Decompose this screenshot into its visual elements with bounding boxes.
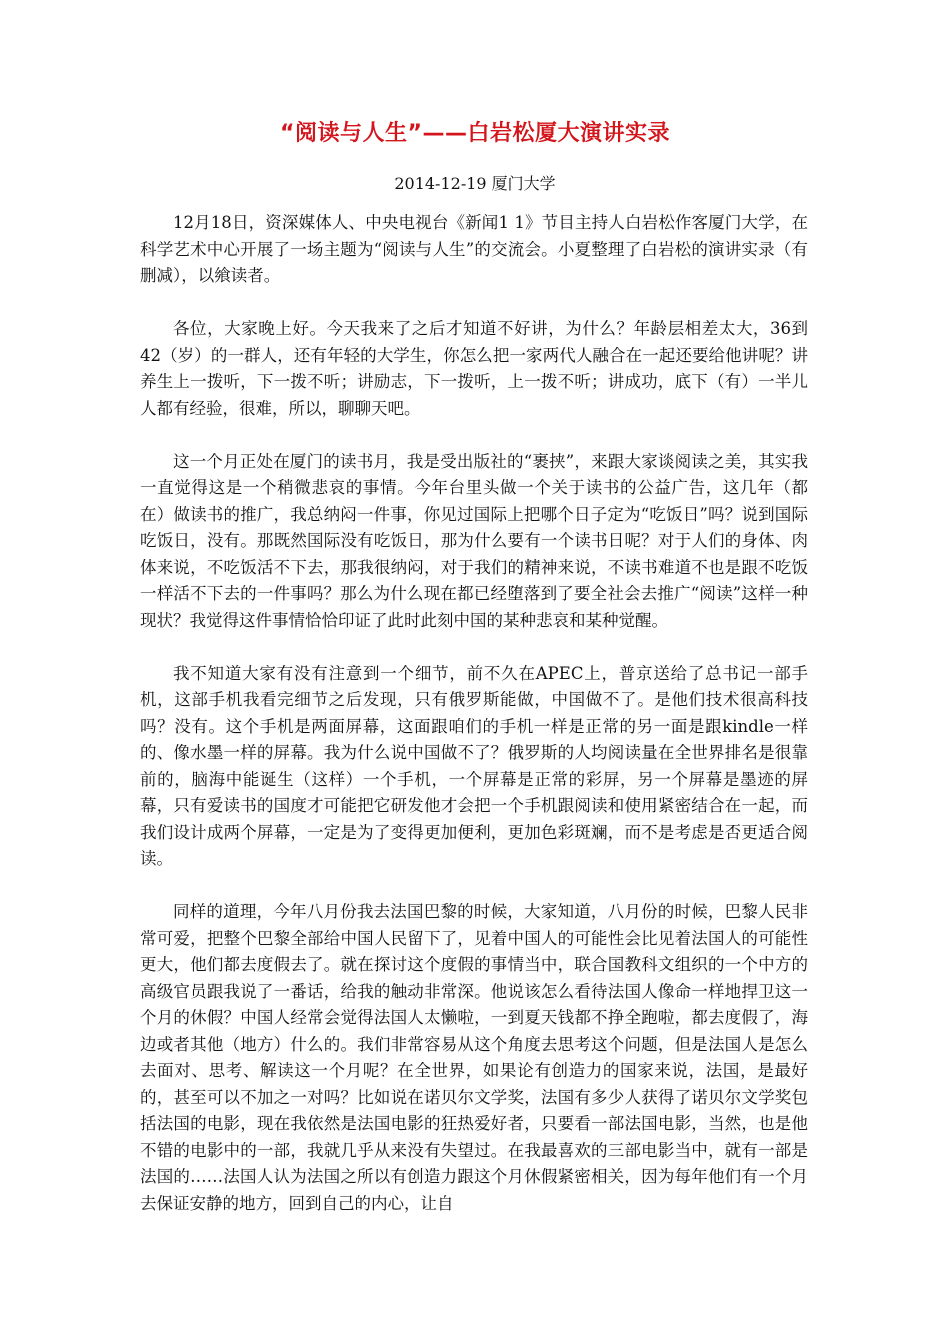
date-location: 2014-12-19 厦门大学 [394,174,556,193]
paragraph-apec-phone: 我不知道大家有没有注意到一个细节，前不久在APEC上，普京送给了总书记一部手机，这部手机我看完细节之后发现，只有俄罗斯能做，中国做不了。是他们技术很高科技吗？没有。这个手机是两面屏幕，这面跟咱们的手机一样是正常的另一面是跟kindle一样的、像水墨一样的屏幕。我为什么说中国做不了？俄罗斯的人均阅读量在全世界排名是很靠前的，脑海中能诞生（这样）一个手机，一个屏幕是正常的彩屏，另一个屏幕是墨迹的屏幕，只有爱读书的国度才可能把它研发他才会把一个手机跟阅读和使用紧密结合在一起，而我们设计成两个屏幕，一定是为了变得更加便利，更加色彩斑斓，而不是考虑是否更适合阅读。 [140,663,808,868]
paragraph-intro: 12月18日，资深媒体人、中央电视台《新闻1 1》节目主持人白岩松作客厦门大学，在科学艺术中心开展了一场主题为“阅读与人生”的交流会。小夏整理了白岩松的演讲实录（有删减），以飨读者。 [140,213,808,285]
paragraph-france-vacation: 同样的道理，今年八月份我去法国巴黎的时候，大家知道，八月份的时候，巴黎人民非常可爱，把整个巴黎全部给中国人民留下了，见着中国人的可能性会比见着法国人的可能性更大，他们都去度假去了。就在探讨这个度假的事情当中，联合国教科文组织的一个中方的高级官员跟我说了一番话，给我的触动非常深。他说该怎么看待法国人像命一样地捍卫这一个月的休假？中国人经常会觉得法国人太懒啦，一到夏天钱都不挣全跑啦，都去度假了，海边或者其他（地方）什么的。我们非常容易从这个角度去思考这个问题，但是法国人是怎么去面对、思考、解读这一个月呢？在全世界，如果论有创造力的国家来说，法国，是最好的，甚至可以不加之一对吗？比如说在诺贝尔文学奖，法国有多少人获得了诺贝尔文学奖包括法国的电影，现在我依然是法国电影的狂热爱好者，只要看一部法国电影，当然，也是他不错的电影中的一部，我就几乎从来没有失望过。在我最喜欢的三部电影当中，就有一部是法国的……法国人认为法国之所以有创造力跟这个月休假紧密相关，因为每年他们有一个月去保证安静的地方，回到自己的内心，让自 [140,902,808,1213]
article-body [140,210,808,1244]
paragraph-reading-month: 这一个月正处在厦门的读书月，我是受出版社的“裹挟”，来跟大家谈阅读之美，其实我一直觉得这是一个稍微悲哀的事情。今年台里头做一个关于读书的公益广告，这几年（都在）做读书的推广，我总纳闷一件事，你见过国际上把哪个日子定为“吃饭日”吗？说到国际吃饭日，没有。那既然国际没有吃饭日，那为什么要有一个读书日呢？对于人们的身体、肉体来说，不吃饭活不下去，那我很纳闷，对于我们的精神来说，不读书难道不也是跟不吃饭一样活不下去的一件事吗？那么为什么现在都已经堕落到了要全社会去推广“阅读”这样一种现状？我觉得这件事情恰恰印证了此时此刻中国的某种悲哀和某种觉醒。 [140,451,808,630]
article-title: “阅读与人生”——白岩松厦大演讲实录 [280,121,670,146]
paragraph-greeting: 各位，大家晚上好。今天我来了之后才知道不好讲，为什么？年龄层相差太大，36到42（岁）的一群人，还有年轻的大学生，你怎么把一家两代人融合在一起还要给他讲呢？讲养生上一拨听，下一拨不听；讲励志，下一拨听，上一拨不听；讲成功，底下（有）一半儿人都有经验，很难，所以，聊聊天吧。 [140,319,808,418]
